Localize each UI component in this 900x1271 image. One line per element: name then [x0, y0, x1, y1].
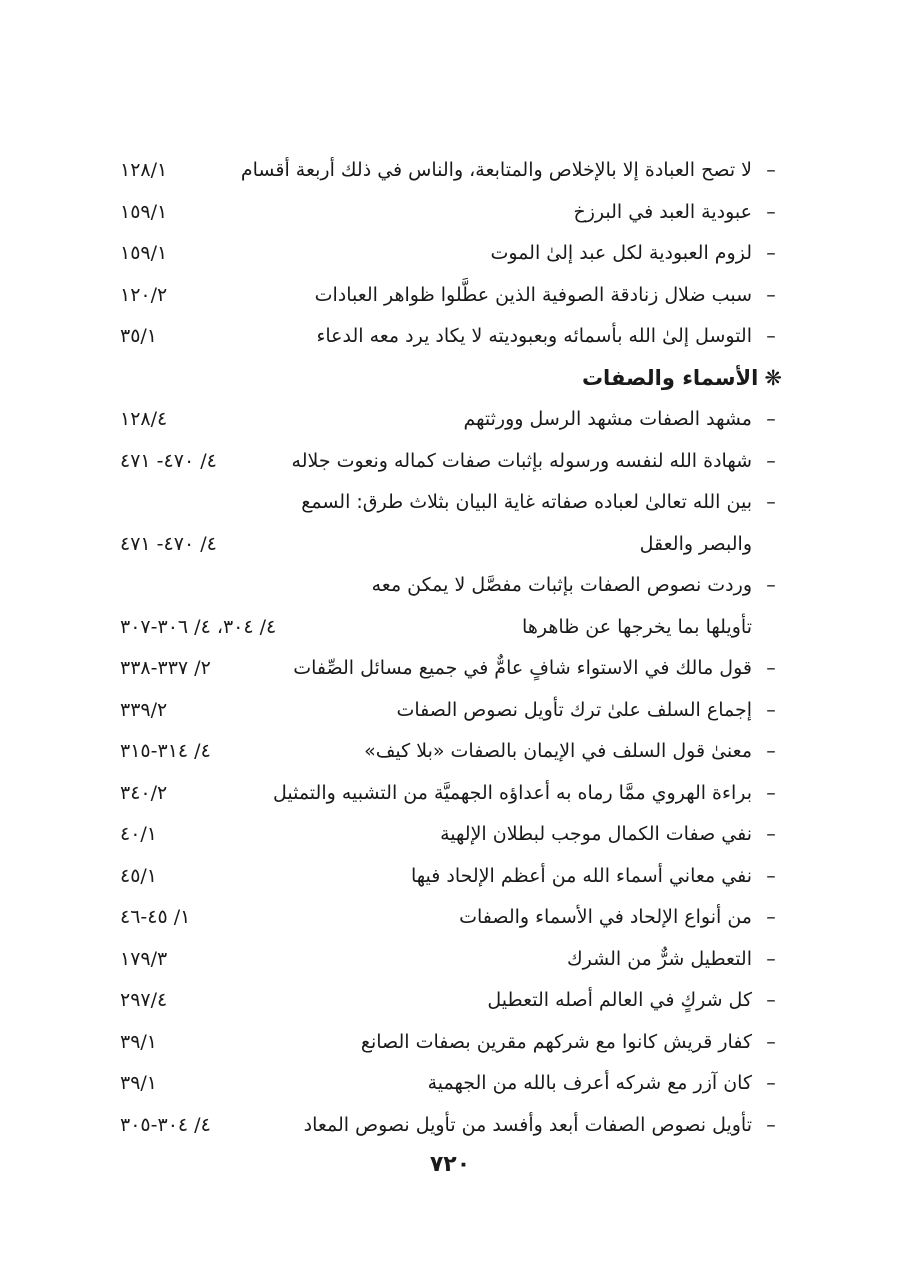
- index-entry: [120, 773, 782, 815]
- entry-dash: –: [766, 1030, 776, 1053]
- index-entry: [120, 980, 782, 1022]
- entry-dash: –: [766, 864, 776, 887]
- entry-dash: –: [766, 325, 776, 347]
- index-entry: [120, 233, 782, 275]
- entry-dash: –: [766, 906, 776, 928]
- entry-dash: –: [766, 657, 776, 679]
- entry-reference: ١٧٩/٣: [120, 947, 168, 970]
- entry-dash: –: [766, 491, 776, 513]
- entry-reference: ٤/ ٣١٤-٣١٥: [120, 740, 211, 762]
- index-entry: [120, 150, 782, 192]
- entry-reference: ١٥٩/١: [120, 200, 168, 223]
- entry-text: معنىٰ قول السلف في الإيمان بالصفات «بلا كيف»: [364, 740, 752, 762]
- entry-reference: ٢٩٧/٤: [120, 989, 168, 1011]
- entry-text: كل شركٍ في العالم أصله التعطيل: [487, 989, 752, 1011]
- index-entry: [120, 939, 782, 981]
- index-entry: [120, 1022, 782, 1064]
- entry-text-line2: والبصر والعقل: [639, 532, 752, 555]
- entry-text: إجماع السلف علىٰ ترك تأويل نصوص الصفات: [396, 698, 752, 721]
- entry-dash: –: [766, 449, 776, 472]
- entry-text: كان آزر مع شركه أعرف بالله من الجهمية: [427, 1072, 752, 1094]
- entry-reference: ١٢٨/١: [120, 159, 168, 181]
- index-entry: [120, 731, 782, 773]
- entry-text: تأويل نصوص الصفات أبعد وأفسد من تأويل نصوص المعاد: [303, 1113, 752, 1136]
- entry-dash: –: [766, 989, 776, 1011]
- entry-reference: ٣٤٠/٢: [120, 781, 168, 804]
- entry-text: مشهد الصفات مشهد الرسل وورثتهم: [463, 408, 752, 430]
- index-entry: [120, 648, 782, 690]
- entry-reference: ٣٥/١: [120, 325, 158, 347]
- section-heading: [120, 358, 782, 400]
- entry-text: التوسل إلىٰ الله بأسمائه وبعبوديته لا يكاد يرد معه الدعاء: [316, 325, 752, 347]
- entry-dash: –: [766, 947, 776, 970]
- entry-reference: ٤٥/١: [120, 864, 158, 887]
- entry-reference: ١٥٩/١: [120, 242, 168, 264]
- entry-text-line2: تأويلها بما يخرجها عن ظاهرها: [522, 615, 752, 638]
- entry-text: التعطيل شرٌّ من الشرك: [567, 947, 752, 970]
- entry-text: سبب ضلال زنادقة الصوفية الذين عطَّلوا ظواهر العبادات: [314, 283, 752, 306]
- entry-text: عبودية العبد في البرزخ: [573, 200, 752, 223]
- entry-text: براءة الهروي ممَّا رماه به أعداؤه الجهميَّة من التشبيه والتمثيل: [272, 781, 752, 804]
- entry-dash: –: [766, 408, 776, 430]
- entry-dash: –: [766, 698, 776, 721]
- entry-reference: ١٢٨/٤: [120, 408, 168, 430]
- entry-dash: –: [766, 781, 776, 804]
- entry-text-line1: وردت نصوص الصفات بإثبات مفصَّل لا يمكن معه: [371, 574, 752, 596]
- entry-reference: ٢/ ٣٣٧-٣٣٨: [120, 657, 211, 679]
- entry-text: نفي معاني أسماء الله من أعظم الإلحاد فيها: [411, 864, 752, 887]
- entry-reference: ٣٩/١: [120, 1072, 158, 1094]
- entry-dash: –: [766, 1113, 776, 1136]
- index-entry: [120, 814, 782, 856]
- entry-text: لا تصح العبادة إلا بالإخلاص والمتابعة، والناس في ذلك أربعة أقسام: [240, 159, 752, 181]
- entry-reference: ٤٠/١: [120, 823, 158, 845]
- entry-reference: ٤/ ٤٧٠- ٤٧١: [120, 532, 217, 555]
- index-entry: [120, 565, 782, 648]
- index-entry: [120, 856, 782, 898]
- index-entry: [120, 1063, 782, 1105]
- page-number: ٧٢٠: [429, 1152, 471, 1177]
- entry-dash: –: [766, 1072, 776, 1094]
- entry-dash: –: [766, 159, 776, 181]
- entry-dash: –: [766, 823, 776, 845]
- entry-dash: –: [766, 740, 776, 762]
- asterism-icon: ❋: [764, 365, 782, 390]
- index-entry: [120, 316, 782, 358]
- entry-dash: –: [766, 574, 776, 596]
- index-entry: [120, 482, 782, 565]
- index-entry: [120, 441, 782, 483]
- index-entry: [120, 690, 782, 732]
- entry-reference: ٤/ ٣٠٤-٣٠٥: [120, 1113, 211, 1136]
- entry-dash: –: [766, 200, 776, 223]
- entry-dash: –: [766, 283, 776, 306]
- entry-reference: ٤/ ٤٧٠- ٤٧١: [120, 449, 217, 472]
- entry-text: نفي صفات الكمال موجب لبطلان الإلهية: [440, 823, 752, 845]
- entry-reference: ٣٣٩/٢: [120, 698, 168, 721]
- index-entry: [120, 1105, 782, 1147]
- index-entries: [120, 150, 782, 1146]
- entry-text: شهادة الله لنفسه ورسوله بإثبات صفات كماله ونعوت جلاله: [291, 449, 752, 472]
- entry-text: لزوم العبودية لكل عبد إلىٰ الموت: [490, 242, 752, 264]
- entry-reference: ١/ ٤٥-٤٦: [120, 906, 191, 928]
- entry-dash: –: [766, 242, 776, 264]
- entry-text-line1: بين الله تعالىٰ لعباده صفاته غاية البيان بثلاث طرق: السمع: [301, 491, 752, 513]
- index-entry: [120, 192, 782, 234]
- entry-text: قول مالك في الاستواء شافٍ عامٌّ في جميع مسائل الصِّفات: [293, 657, 752, 679]
- index-entry: [120, 897, 782, 939]
- entry-reference: ١٢٠/٢: [120, 283, 168, 306]
- index-entry: [120, 275, 782, 317]
- index-entry: [120, 399, 782, 441]
- section-heading-title: الأسماء والصفات: [581, 365, 759, 390]
- entry-text: كفار قريش كانوا مع شركهم مقرين بصفات الصانع: [360, 1030, 752, 1053]
- entry-text: من أنواع الإلحاد في الأسماء والصفات: [459, 906, 752, 928]
- entry-reference: ٤/ ٣٠٤، ٤/ ٣٠٦-٣٠٧: [120, 615, 277, 638]
- entry-reference: ٣٩/١: [120, 1030, 158, 1053]
